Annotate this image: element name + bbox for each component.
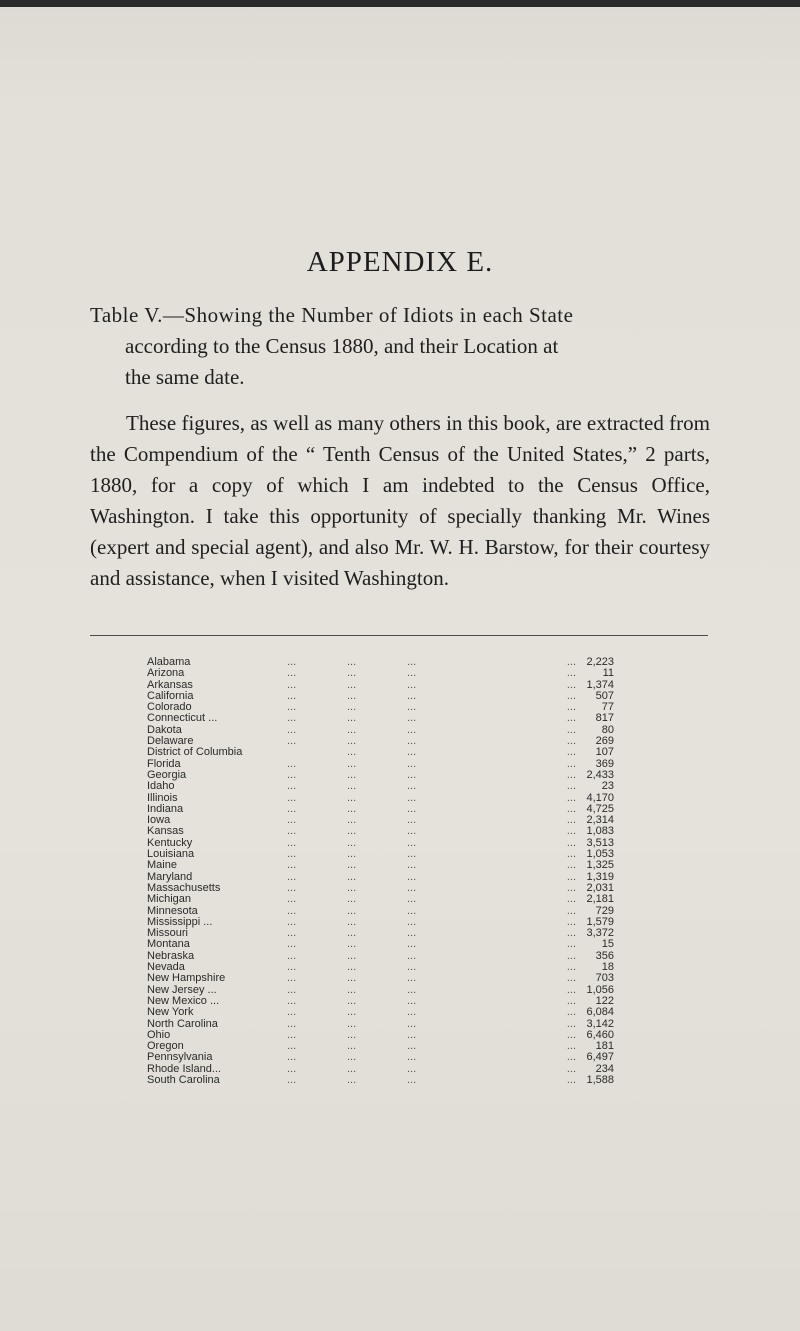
- idiot-count: 1,325: [586, 859, 614, 872]
- table-row: [147, 860, 614, 871]
- table-row: [147, 770, 614, 781]
- table-row: [147, 759, 614, 770]
- table-row: [147, 826, 614, 837]
- leader-dots: ... ... ...: [287, 881, 417, 894]
- state-name: New York: [147, 1006, 194, 1019]
- value-leader-dots: ...: [566, 723, 576, 736]
- state-name: Michigan: [147, 893, 192, 906]
- value-leader-dots: ...: [566, 757, 576, 770]
- idiot-count: 2,314: [586, 814, 614, 827]
- table-row: [147, 793, 614, 804]
- value-leader-dots: ...: [566, 848, 576, 861]
- appendix-heading: APPENDIX E.: [306, 246, 494, 278]
- value-leader-dots: ...: [566, 656, 576, 668]
- leader-dots: ... ... ...: [287, 802, 417, 815]
- table-row: [147, 702, 614, 713]
- table-row: [147, 668, 614, 679]
- value-leader-dots: ...: [566, 904, 576, 917]
- table-row: [147, 725, 614, 736]
- value-leader-dots: ...: [566, 938, 576, 951]
- state-name: Oregon: [147, 1040, 184, 1053]
- state-name: Mississippi ...: [147, 915, 213, 928]
- value-leader-dots: ...: [566, 1017, 576, 1030]
- value-leader-dots: ...: [566, 983, 576, 996]
- idiot-count: 2,181: [586, 893, 614, 906]
- value-leader-dots: ...: [566, 802, 576, 815]
- value-leader-dots: ...: [566, 859, 576, 872]
- value-leader-dots: ...: [566, 961, 576, 974]
- value-leader-dots: ...: [566, 870, 576, 883]
- idiot-count: 6,497: [586, 1051, 614, 1064]
- idiot-count: 3,142: [586, 1017, 614, 1030]
- state-name: Nebraska: [147, 949, 195, 962]
- idiot-count: 1,056: [586, 983, 614, 996]
- value-leader-dots: ...: [566, 667, 576, 680]
- idiot-count: 2,223: [586, 656, 614, 668]
- idiot-count: 1,083: [586, 825, 614, 838]
- page-top-edge: [0, 0, 800, 7]
- idiot-count: 1,374: [586, 678, 614, 691]
- idiot-count: 4,170: [586, 791, 614, 804]
- leader-dots: ... ... ...: [287, 1006, 417, 1019]
- table-row: [147, 713, 614, 724]
- table-row: [147, 1075, 614, 1086]
- table-row: [147, 973, 614, 984]
- table-caption: [90, 300, 730, 393]
- table-row: [147, 928, 614, 939]
- table-row: [147, 939, 614, 950]
- state-name: Maryland: [147, 870, 193, 883]
- state-name: New Mexico ...: [147, 994, 220, 1007]
- table-row: [147, 906, 614, 917]
- state-name: Florida: [147, 757, 181, 770]
- leader-dots: ... ... ...: [287, 904, 417, 917]
- leader-dots: ... ... ...: [287, 1073, 417, 1086]
- state-name: Ohio: [147, 1028, 171, 1041]
- state-name: Kentucky: [147, 836, 193, 849]
- value-leader-dots: ...: [566, 927, 576, 940]
- value-leader-dots: ...: [566, 881, 576, 894]
- idiot-count: 6,460: [586, 1028, 614, 1041]
- leader-dots: ... ... ...: [287, 949, 417, 962]
- table-row: [147, 1041, 614, 1052]
- idiot-count: 181: [595, 1040, 614, 1053]
- state-name: Maine: [147, 859, 177, 872]
- leader-dots: ... ... ...: [287, 927, 417, 940]
- table-row: [147, 680, 614, 691]
- state-name: Montana: [147, 938, 190, 951]
- leader-dots: ... ... ...: [287, 791, 417, 804]
- leader-dots: ... ... ...: [287, 768, 417, 781]
- idiot-count: 18: [601, 961, 614, 974]
- value-leader-dots: ...: [566, 893, 576, 906]
- idiot-count: 817: [595, 712, 614, 725]
- table-row: [147, 1019, 614, 1030]
- leader-dots: ... ... ...: [287, 983, 417, 996]
- state-name: Pennsylvania: [147, 1051, 213, 1064]
- value-leader-dots: ...: [566, 994, 576, 1007]
- value-leader-dots: ...: [566, 712, 576, 725]
- value-leader-dots: ...: [566, 791, 576, 804]
- leader-dots: ... ... ...: [287, 735, 417, 748]
- leader-dots: ... ... ...: [287, 848, 417, 861]
- idiot-count: 3,372: [586, 927, 614, 940]
- state-name: Missouri: [147, 927, 188, 940]
- state-name: District of Columbia: [147, 746, 243, 759]
- table-row: [147, 1007, 614, 1018]
- leader-dots: ... ... ...: [287, 689, 417, 702]
- idiot-count: 4,725: [586, 802, 614, 815]
- idiot-count: 107: [595, 746, 614, 759]
- leader-dots: ... ... ...: [287, 938, 417, 951]
- table-row: [147, 951, 614, 962]
- idiot-count: 80: [601, 723, 614, 736]
- leader-dots: ... ... ...: [287, 961, 417, 974]
- leader-dots: ... ... ...: [287, 915, 417, 928]
- state-name: Georgia: [147, 768, 187, 781]
- value-leader-dots: ...: [566, 825, 576, 838]
- leader-dots: ... ... ...: [287, 1040, 417, 1053]
- state-name: Colorado: [147, 701, 192, 714]
- leader-dots: ... ... ...: [287, 678, 417, 691]
- state-name: Delaware: [147, 735, 194, 748]
- leader-dots: ... ... ...: [287, 870, 417, 883]
- state-name: Idaho: [147, 780, 175, 793]
- value-leader-dots: ...: [566, 689, 576, 702]
- state-name: New Hampshire: [147, 972, 226, 985]
- leader-dots: ... ... ...: [287, 825, 417, 838]
- table-row: [147, 1052, 614, 1063]
- state-name: Massachusetts: [147, 881, 221, 894]
- state-name: North Carolina: [147, 1017, 218, 1030]
- caption-line-3: the same date.: [125, 365, 245, 389]
- leader-dots: ... ... ...: [287, 656, 417, 668]
- table-row: [147, 996, 614, 1007]
- table-row: [147, 657, 614, 668]
- idiot-count: 2,433: [586, 768, 614, 781]
- caption-line-1: Table V.—Showing the Number of Idiots in each State: [90, 303, 574, 327]
- leader-dots: ... ... ...: [287, 757, 417, 770]
- leader-dots: ... ... ...: [287, 972, 417, 985]
- leader-dots: ... ... ...: [287, 667, 417, 680]
- idiot-count: 15: [601, 938, 614, 951]
- state-name: Rhode Island...: [147, 1062, 221, 1075]
- leader-dots: ... ... ...: [287, 780, 417, 793]
- value-leader-dots: ...: [566, 1051, 576, 1064]
- idiot-count: 77: [601, 701, 614, 714]
- state-name: Kansas: [147, 825, 184, 838]
- value-leader-dots: ...: [566, 972, 576, 985]
- state-name: California: [147, 689, 194, 702]
- table-row: [147, 691, 614, 702]
- leader-dots: ... ... ...: [287, 1028, 417, 1041]
- table-row: [147, 1030, 614, 1041]
- state-name: Illinois: [147, 791, 178, 804]
- state-name: Arkansas: [147, 678, 193, 691]
- intro-paragraph: These figures, as well as many others in this book, are extracted from the Compendium of the “ Tenth Census of the United States,” 2 parts, 1880, for a copy of which I am indebted to the Census Office, Washington. I take this opportunity of specially thanking Mr. Wines (expert and special agent), and also Mr. W. H. Barstow, for their courtesy and assistance, when I visited Washington.: [90, 411, 710, 590]
- table-row: [147, 747, 614, 758]
- table-row: [147, 849, 614, 860]
- state-name: Indiana: [147, 802, 184, 815]
- state-name: Louisiana: [147, 848, 195, 861]
- state-name: Nevada: [147, 961, 185, 974]
- idiot-count: 703: [595, 972, 614, 985]
- table-row: [147, 815, 614, 826]
- table-row: [147, 917, 614, 928]
- leader-dots: ... ... ...: [287, 859, 417, 872]
- table-row: [147, 894, 614, 905]
- value-leader-dots: ...: [566, 1028, 576, 1041]
- idiot-count: 3,513: [586, 836, 614, 849]
- leader-dots: ... ... ...: [287, 994, 417, 1007]
- idiot-count: 729: [595, 904, 614, 917]
- value-leader-dots: ...: [566, 746, 576, 759]
- leader-dots: ... ... ...: [287, 836, 417, 849]
- idiot-count: 6,084: [586, 1006, 614, 1019]
- leader-dots: ... ... ...: [287, 701, 417, 714]
- state-name: Connecticut ...: [147, 712, 218, 725]
- value-leader-dots: ...: [566, 1006, 576, 1019]
- table-row: [147, 804, 614, 815]
- value-leader-dots: ...: [566, 780, 576, 793]
- idiot-count: 1,588: [586, 1073, 614, 1086]
- idiot-count: 23: [601, 780, 614, 793]
- value-leader-dots: ...: [566, 678, 576, 691]
- idiot-count: 122: [595, 994, 614, 1007]
- idiot-count: 369: [595, 757, 614, 770]
- value-leader-dots: ...: [566, 1040, 576, 1053]
- state-name: Iowa: [147, 814, 171, 827]
- table-row: [147, 838, 614, 849]
- idiot-count: 2,031: [586, 881, 614, 894]
- table-top-rule: [90, 635, 708, 636]
- idiot-count: 1,319: [586, 870, 614, 883]
- idiot-count: 234: [595, 1062, 614, 1075]
- table-row: [147, 883, 614, 894]
- value-leader-dots: ...: [566, 915, 576, 928]
- value-leader-dots: ...: [566, 735, 576, 748]
- leader-dots: ... ... ...: [287, 723, 417, 736]
- idiots-by-state-table: [147, 657, 614, 1086]
- value-leader-dots: ...: [566, 768, 576, 781]
- value-leader-dots: ...: [566, 836, 576, 849]
- idiot-count: 1,579: [586, 915, 614, 928]
- value-leader-dots: ...: [566, 1062, 576, 1075]
- table-row: [147, 781, 614, 792]
- state-name: New Jersey ...: [147, 983, 217, 996]
- idiot-count: 507: [595, 689, 614, 702]
- state-name: South Carolina: [147, 1073, 220, 1086]
- leader-dots: ... ... ...: [287, 1017, 417, 1030]
- state-name: Arizona: [147, 667, 185, 680]
- leader-dots: ... ... ...: [287, 893, 417, 906]
- value-leader-dots: ...: [566, 814, 576, 827]
- idiot-count: 1,053: [586, 848, 614, 861]
- leader-dots: ... ... ...: [287, 712, 417, 725]
- state-name: Alabama: [147, 656, 191, 668]
- caption-line-2: according to the Census 1880, and their Location at: [125, 334, 559, 358]
- state-name: Minnesota: [147, 904, 198, 917]
- value-leader-dots: ...: [566, 949, 576, 962]
- leader-dots: ... ... ...: [287, 1062, 417, 1075]
- value-leader-dots: ...: [566, 1073, 576, 1086]
- leader-dots: ... ... ...: [287, 1051, 417, 1064]
- leader-dots: ... ...: [347, 746, 417, 759]
- idiot-count: 11: [602, 667, 614, 680]
- value-leader-dots: ...: [566, 701, 576, 714]
- state-name: Dakota: [147, 723, 182, 736]
- idiot-count: 356: [595, 949, 614, 962]
- leader-dots: ... ... ...: [287, 814, 417, 827]
- idiot-count: 269: [595, 735, 614, 748]
